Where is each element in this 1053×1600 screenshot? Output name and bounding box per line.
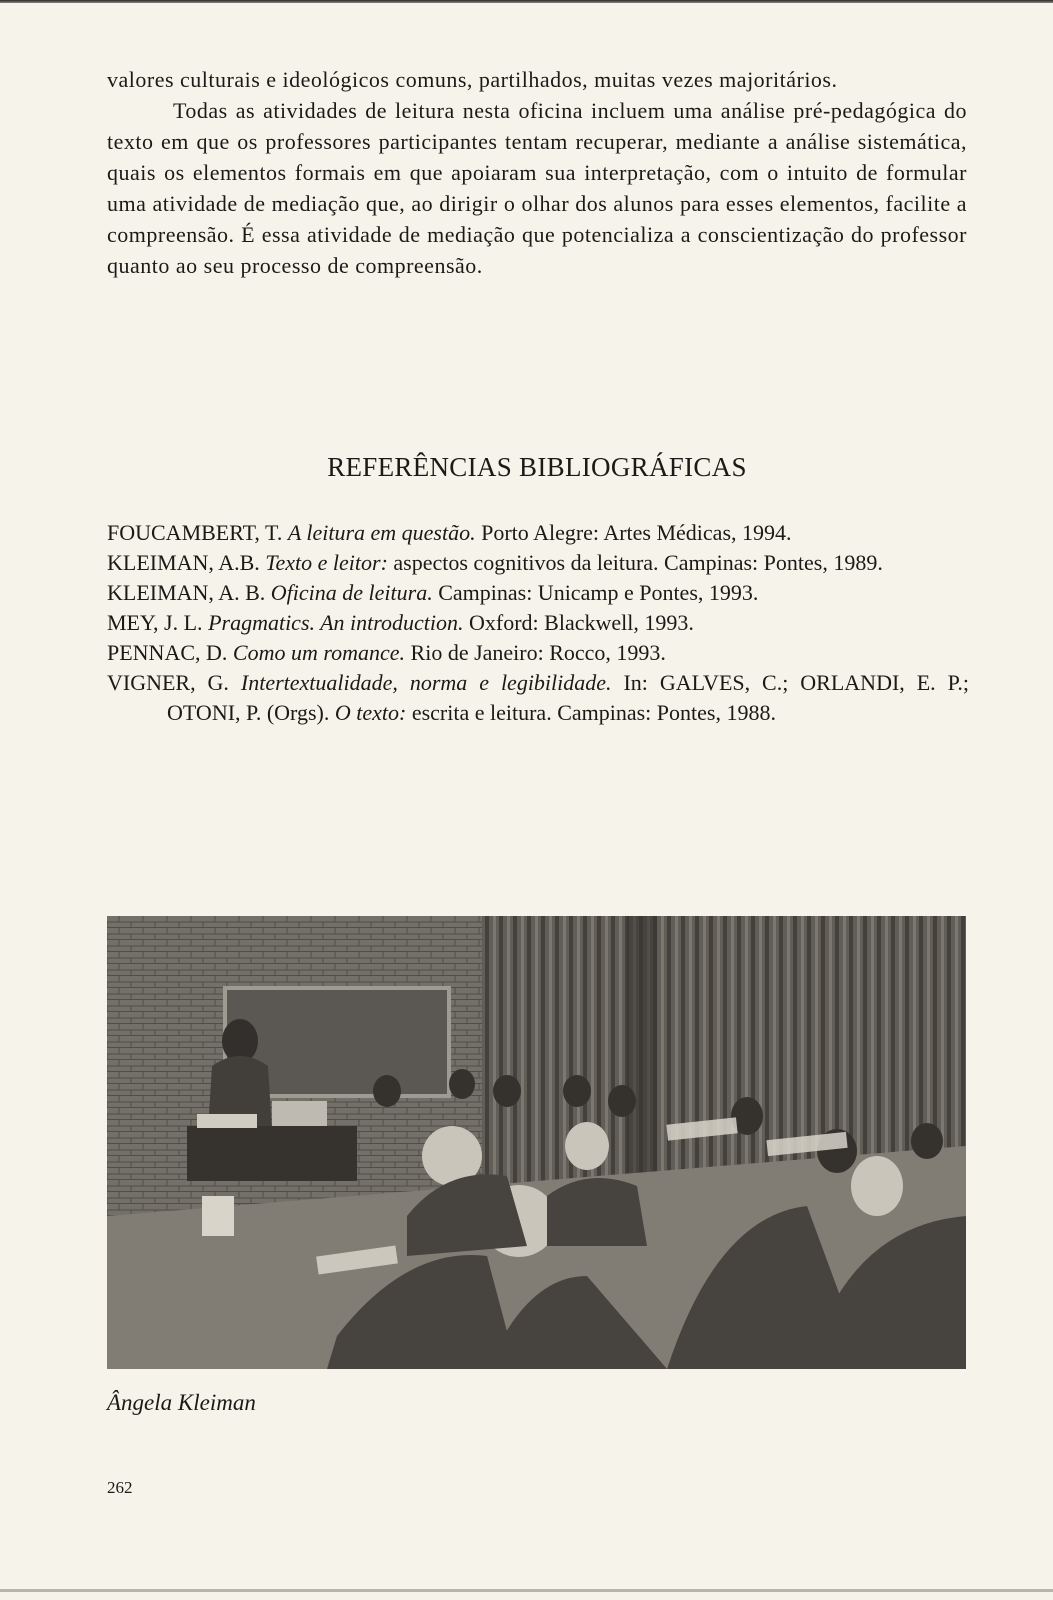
paragraph-1: valores culturais e ideológicos comuns, partilhados, muitas vezes majoritários. (107, 67, 838, 92)
page-top-edge (0, 0, 1053, 3)
references-list (107, 518, 969, 728)
reference-item: MEY, J. L. Pragmatics. An introduction. Oxford: Blackwell, 1993. (107, 610, 694, 635)
references-heading: REFERÊNCIAS BIBLIOGRÁFICAS (327, 452, 747, 482)
reference-item: VIGNER, G. Intertextualidade, norma e legibilidade. In: GALVES, C.; ORLANDI, E. P.; OTONI, P. (Orgs). O texto: escrita e leitura. Campinas: Pontes, 1988. (107, 670, 970, 725)
classroom-photo (107, 916, 966, 1369)
body-text (107, 64, 967, 281)
reference-item: KLEIMAN, A. B. Oficina de leitura. Campinas: Unicamp e Pontes, 1993. (107, 580, 759, 605)
page-number: 262 (107, 1478, 133, 1497)
reference-item: FOUCAMBERT, T. A leitura em questão. Porto Alegre: Artes Médicas, 1994. (107, 520, 792, 545)
page-bottom-edge (0, 1589, 1053, 1592)
paragraph-2: Todas as atividades de leitura nesta oficina incluem uma análise pré-pedagógica do texto em que os professores participantes tentam recuperar, mediante a análise sistemática, quais os elementos formais em que apoiaram sua interpretação, com o intuito de formular uma atividade de mediação que, ao dirigir o olhar dos alunos para esses elementos, facilite a compreensão. É essa atividade de mediação que potencializa a conscientização do professor quanto ao seu processo de compreensão. (107, 98, 967, 278)
photo-caption: Ângela Kleiman (107, 1390, 256, 1415)
reference-item: KLEIMAN, A.B. Texto e leitor: aspectos cognitivos da leitura. Campinas: Pontes, 1989. (107, 550, 883, 575)
reference-item: PENNAC, D. Como um romance. Rio de Janeiro: Rocco, 1993. (107, 640, 666, 665)
